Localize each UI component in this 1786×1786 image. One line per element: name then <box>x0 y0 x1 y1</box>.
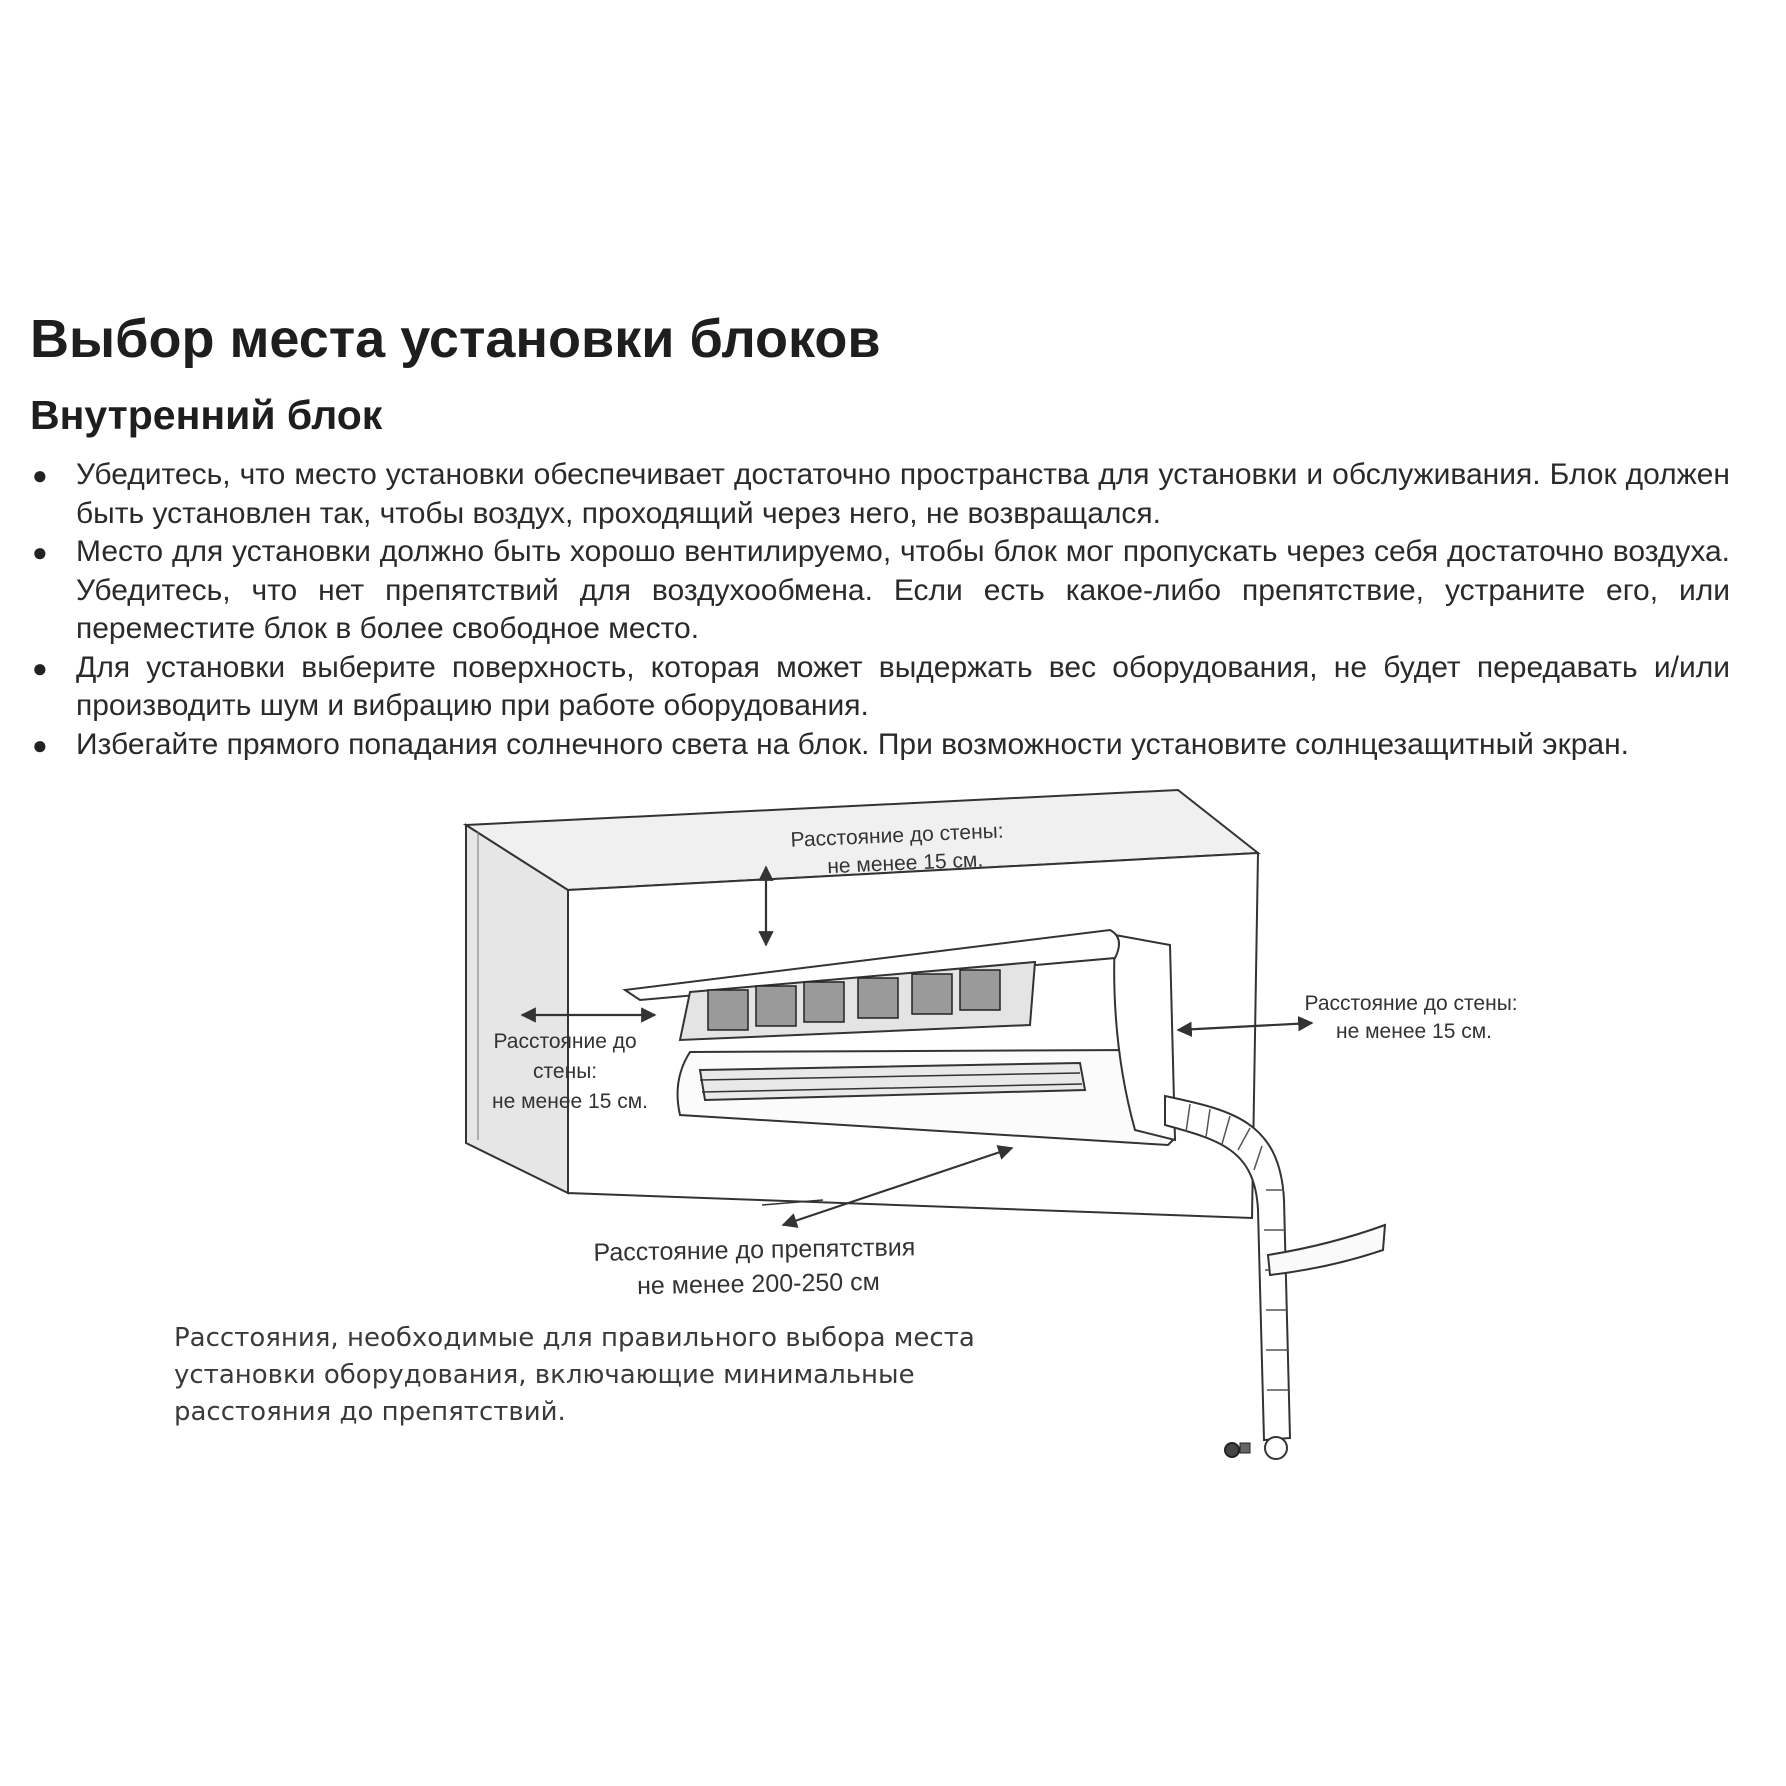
right-label: Расстояние до стены: не менее 15 см. <box>1304 992 1518 1043</box>
diagram-caption: Расстояния, необходимые для правильного выбора места установки оборудования, включающие минимальные расстояния до препятствий. <box>174 1323 975 1427</box>
bullet-text: Убедитесь, что место установки обеспечивает достаточно пространства для установки и обслуживания. Блок должен быть установлен так, чтобы воздух, проходящий через него, не возвращался. <box>76 458 1730 530</box>
bullet-icon: ● <box>32 729 48 760</box>
top-label: Расстояние до стены: не менее 15 см. <box>790 819 1005 879</box>
list-item <box>30 533 1730 649</box>
bullet-icon: ● <box>32 537 48 567</box>
bullet-icon: ● <box>32 460 48 490</box>
left-label: Расстояние до стены: не менее 15 см. <box>492 1030 648 1113</box>
bullet-icon: ● <box>32 652 48 683</box>
bullet-list <box>30 456 1730 764</box>
bullet-text: Избегайте прямого попадания солнечного света на блок. При возможности установите солнцезащитный экран. <box>76 727 1629 761</box>
list-item <box>30 726 1730 765</box>
list-item <box>30 456 1730 533</box>
section-title: Внутренний блок <box>30 392 383 438</box>
page-title: Выбор места установки блоков <box>30 309 881 369</box>
pipe-clamp <box>1265 1437 1287 1459</box>
bullet-text: Для установки выберите поверхность, которая может выдержать вес оборудования, не будет передавать и/или производить шум и вибрацию при работе оборудования. <box>76 650 1730 722</box>
bottom-label: Расстояние до препятствия не менее 200-250 см <box>593 1233 916 1301</box>
list-item <box>30 649 1730 726</box>
bullet-text: Место для установки должно быть хорошо вентилируемо, чтобы блок мог пропускать через себя достаточно воздуха. Убедитесь, что нет препятствий для воздухообмена. Если есть какое-либо препятствие, устраните его, или переместите блок в более свободное место. <box>76 535 1730 645</box>
